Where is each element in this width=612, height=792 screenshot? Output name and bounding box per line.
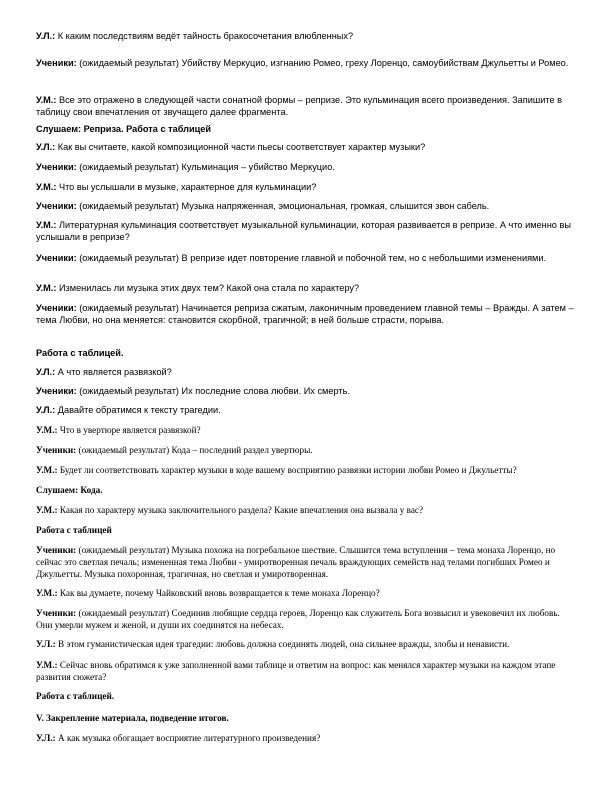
speaker-label: У.Л.: [36,31,56,41]
dialogue-paragraph [36,659,576,683]
dialogue-text: (ожидаемый результат) В репризе идет повторение главной и побочной тем, но с небольшими изменениями. [76,253,547,263]
heading-text: Слушаем: Кода. [36,485,103,495]
dialogue-paragraph [36,444,576,456]
section-heading [36,524,576,536]
speaker-label: Ученики: [36,608,77,618]
speaker-label: У.М.: [36,588,58,598]
speaker-label: У.М.: [36,465,58,475]
dialogue-paragraph [36,141,576,153]
dialogue-paragraph [36,504,576,516]
dialogue-paragraph [36,252,576,264]
speaker-label: У.М.: [36,182,57,192]
speaker-label: У.Л.: [36,639,56,649]
speaker-label: Ученики: [36,445,77,455]
dialogue-text: (ожидаемый результат) Кульминация – убийство Меркуцио. [76,162,335,172]
speaker-label: Ученики: [36,58,77,68]
speaker-label: У.М.: [36,425,58,435]
dialogue-text: Что вы услышали в музыке, характерное для кульминации? [56,182,317,192]
speaker-label: Ученики: [36,545,77,555]
dialogue-text: (ожидаемый результат) Соединив любящие сердца героев, Лоренцо как служитель Бога возвысил и увековечил их любовь. Они умерли мужем и женой, и души их соединятся на небесах. [36,608,560,630]
dialogue-text: Литературная кульминация соответствует музыкальной кульминации, которая развивается в репризе. А что именно вы услышали в репризе? [36,220,571,242]
speaker-label: Ученики: [36,253,77,263]
dialogue-text: Все это отражено в следующей части сонатной формы – репризе. Это кульминация всего произведения. Запишите в таблицу свои впечатления от звучащего далее фрагмента. [36,95,562,117]
dialogue-paragraph [36,587,576,599]
speaker-label: У.Л.: [36,367,56,377]
dialogue-text: Давайте обратимся к тексту трагедии. [55,405,221,415]
dialogue-text: Какая по характеру музыка заключительного раздела? Какие впечатления она вызвала у вас? [57,505,424,515]
dialogue-text: (ожидаемый результат) Музыка напряженная, эмоциональная, громкая, слышится звон сабель. [76,201,490,211]
heading-text: Слушаем: Реприза. Работа с таблицей [36,124,212,134]
dialogue-text: Будет ли соответствовать характер музыки в коде вашему восприятию развязки истории любви Ромео и Джульетты? [57,465,517,475]
dialogue-text: (ожидаемый результат) Кода – последний раздел увертюры. [76,445,313,455]
speaker-label: Ученики: [36,303,77,313]
speaker-label: У.М.: [36,95,57,105]
dialogue-text: К каким последствиям ведёт тайность бракосочетания влюбленных? [55,31,354,41]
dialogue-text: В этом гуманистическая идея трагедии: любовь должна соединять людей, она сильнее вражды, злобы и ненависти. [55,639,510,649]
dialogue-paragraph [36,200,576,212]
dialogue-paragraph [36,607,576,631]
section-heading [36,690,576,702]
speaker-label: Ученики: [36,386,77,396]
speaker-label: Ученики: [36,162,77,172]
dialogue-paragraph [36,732,576,744]
section-heading [36,347,576,359]
dialogue-text: Что в увертюре является развязкой? [57,425,201,435]
section-heading [36,123,576,135]
dialogue-text: Как вы думаете, почему Чайковский вновь возвращается к теме монаха Лоренцо? [57,588,380,598]
dialogue-text: Сейчас вновь обратимся к уже заполненной вами таблице и ответим на вопрос: как менялся характер музыки на каждом этапе развития сюжета? [36,660,556,682]
dialogue-text: Изменилась ли музыка этих двух тем? Какой она стала по характеру? [56,283,360,293]
dialogue-text: (ожидаемый результат) Убийству Меркуцио, изгнанию Ромео, греху Лоренцо, самоубийствам Джульетты и Ромео. [76,58,569,68]
heading-text: Работа с таблицей [36,525,112,535]
dialogue-paragraph [36,385,576,397]
speaker-label: У.М.: [36,505,58,515]
dialogue-paragraph [36,181,576,193]
heading-text: Работа с таблицей. [36,691,115,701]
speaker-label: Ученики: [36,201,77,211]
dialogue-paragraph [36,638,576,650]
heading-text: Работа с таблицей. [36,348,124,358]
speaker-label: У.М.: [36,283,57,293]
dialogue-paragraph [36,366,576,378]
dialogue-paragraph [36,282,576,294]
section-heading [36,484,576,496]
speaker-label: У.Л.: [36,733,56,743]
dialogue-text: (ожидаемый результат) Начинается реприза сжатым, лаконичным проведением главной темы – Вражды. А затем – тема Любви, но она меняется: становится скорбной, трагичной; в ней больше страсти, порыва. [36,303,574,325]
dialogue-text: А что является развязкой? [55,367,172,377]
dialogue-text: Как вы считаете, какой композиционной части пьесы соответствует характер музыки? [55,142,426,152]
dialogue-paragraph [36,424,576,436]
dialogue-paragraph [36,57,576,69]
heading-text: V. Закрепление материала, подведение итогов. [36,713,229,723]
dialogue-paragraph [36,94,576,118]
dialogue-paragraph [36,464,576,476]
dialogue-paragraph [36,30,576,42]
dialogue-text: (ожидаемый результат) Их последние слова любви. Их смерть. [76,386,350,396]
dialogue-text: (ожидаемый результат) Музыка похожа на погребальное шествие. Слышится тема вступления – тема монаха Лоренцо, но сейчас это светлая печаль; измененная тема Любви - умиротворенная печаль враждующих семейств над телами погибших Ромео и Джульетты. Музыка похоронная, трагичная, но светлая и умиротворенная. [36,545,556,579]
dialogue-paragraph [36,161,576,173]
dialogue-paragraph [36,544,576,580]
dialogue-paragraph [36,219,576,243]
dialogue-text: А как музыка обогащает восприятие литературного произведения? [55,733,321,743]
speaker-label: У.М.: [36,220,57,230]
dialogue-paragraph [36,302,576,326]
dialogue-paragraph [36,404,576,416]
speaker-label: У.Л.: [36,142,56,152]
section-heading [36,712,576,724]
speaker-label: У.Л.: [36,405,56,415]
speaker-label: У.М.: [36,660,58,670]
